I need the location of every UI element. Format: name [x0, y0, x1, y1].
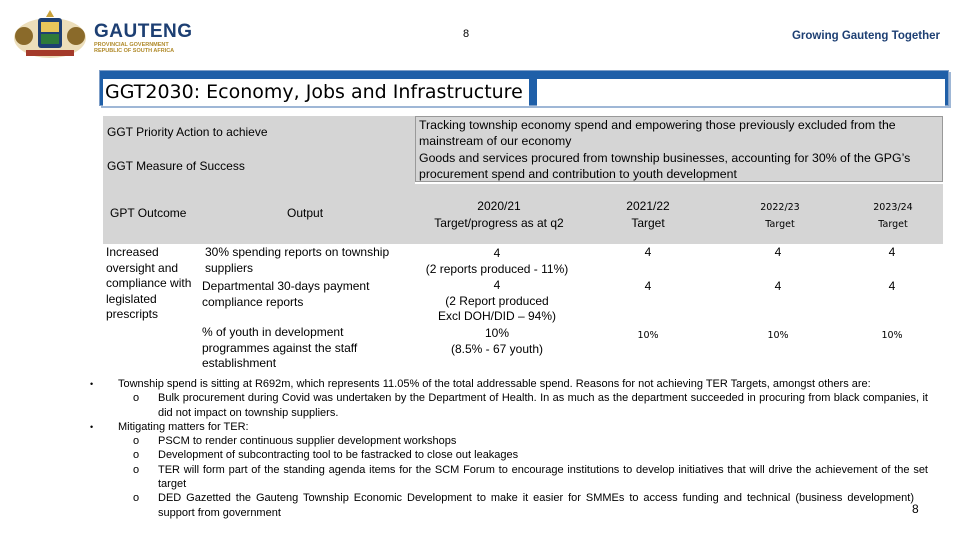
- row3-output: % of youth in development programmes against the staff establishment: [202, 325, 358, 370]
- row1-2020-21: [414, 245, 580, 277]
- row3-2020-21: [414, 325, 580, 357]
- col-header-output: Output: [287, 206, 324, 220]
- row3-2020-21-value: 10%: [484, 326, 510, 340]
- col-header-2020-21: [418, 198, 580, 232]
- row1-2021-22: 4: [644, 245, 652, 259]
- page-title: GGT2030: Economy, Jobs and Infrastructure: [105, 81, 523, 103]
- row2-2020-21-note1: (2 Report produced: [445, 293, 549, 308]
- row2-2021-22: 4: [644, 279, 652, 293]
- row1-2023-24: 4: [888, 245, 896, 259]
- col-header-2020-21-sub: Target/progress as at q2: [434, 216, 564, 230]
- sub-bullet-marker: o: [133, 392, 140, 405]
- bullet-township-spend-text: Township spend is sitting at R692m, which represents 11.05% of the total addressable spend. Reasons for not achieving TER Targets, amongst others are:: [118, 378, 871, 390]
- row1-2020-21-value: 4: [493, 246, 501, 260]
- sub-bullet-marker: o: [133, 435, 140, 448]
- sub-bullet-ded: [88, 491, 928, 520]
- col-header-2020-21-year: 2020/21: [477, 199, 521, 213]
- row2-2020-21-value: 4: [493, 278, 501, 292]
- row2-2022-23: 4: [774, 279, 782, 293]
- sub-bullet-subcontracting: [88, 448, 928, 462]
- page-number-bottom: 8: [912, 502, 919, 516]
- bullet-township-spend: [88, 377, 928, 391]
- sub-bullet-covid: [88, 391, 928, 420]
- row2-2020-21-note2: Excl DOH/DID – 94%): [437, 309, 557, 323]
- sub-bullet-pscm-text: PSCM to render continuous supplier development workshops: [158, 435, 457, 448]
- title-bar: [99, 70, 949, 106]
- row3-2022-23: 10%: [767, 330, 789, 341]
- brand-subtitle: [94, 42, 174, 54]
- col-header-2022-23-year: 2022/23: [760, 202, 800, 213]
- col-header-2023-24-sub: Target: [878, 219, 908, 230]
- sub-bullet-marker: o: [133, 449, 140, 462]
- bullet-marker: •: [90, 379, 94, 389]
- sub-bullet-ter-forum: [88, 463, 928, 492]
- sub-bullet-marker: o: [133, 463, 140, 476]
- sub-bullet-ter-forum-text: TER will form part of the standing agenda items for the SCM Forum to encourage institutions to develop initiatives that will drive the achievement of the set target: [158, 463, 928, 491]
- page-number-top: 8: [463, 28, 470, 40]
- outcome-text: Increased oversight and compliance with legislated prescripts: [106, 245, 192, 321]
- row3-2020-21-note: (8.5% - 67 youth): [450, 342, 544, 356]
- col-header-2023-24: [843, 199, 943, 233]
- measure-label: GGT Measure of Success: [107, 159, 245, 173]
- bullet-marker: •: [90, 421, 94, 432]
- row2-2020-21: [414, 278, 580, 325]
- sub-bullet-ded-text: DED Gazetted the Gauteng Township Economic Development to make it easier for SMMEs to access funding and technical (business development) support from government: [158, 492, 914, 519]
- col-header-2021-22-year: 2021/22: [626, 199, 670, 213]
- col-header-2023-24-year: 2023/24: [873, 202, 913, 213]
- row3-2021-22: 10%: [637, 330, 659, 341]
- priority-label: GGT Priority Action to achieve: [107, 125, 268, 139]
- title-box: [103, 79, 529, 106]
- sub-bullet-subcontracting-text: Development of subcontracting tool to be fastracked to close out leakages: [158, 449, 519, 462]
- title-bar-blank: [537, 79, 945, 106]
- sub-bullet-covid-text: Bulk procurement during Covid was undertaken by the Department of Health. In as much as the department succeeded in procuring from black companies, it did not impact on township suppliers.: [158, 392, 928, 419]
- bullet-mitigating-text: Mitigating matters for TER:: [118, 420, 249, 433]
- tagline: Growing Gauteng Together: [791, 30, 940, 42]
- col-header-2022-23-sub: Target: [765, 219, 795, 230]
- brand-name: GAUTENG: [94, 21, 193, 42]
- sub-bullet-pscm: [88, 434, 928, 448]
- brand-subtitle-line1: PROVINCIAL GOVERNMENT: [94, 42, 169, 48]
- measure-value: Goods and services procured from township businesses, accounting for 30% of the GPG’s procurement spend and contribution to youth development: [419, 151, 911, 181]
- row2-output: Departmental 30-days payment compliance reports: [202, 279, 370, 309]
- row1-2022-23: 4: [774, 245, 782, 259]
- col-header-outcome: GPT Outcome: [110, 206, 187, 220]
- brand-subtitle-line2: REPUBLIC OF SOUTH AFRICA: [94, 48, 175, 54]
- col-header-2021-22: [598, 198, 698, 232]
- row2-2023-24: 4: [888, 279, 896, 293]
- col-header-2021-22-sub: Target: [631, 216, 665, 230]
- coat-of-arms-icon: [10, 8, 90, 60]
- gauteng-logo: [10, 8, 193, 60]
- notes-section: [88, 377, 928, 520]
- priority-value: Tracking township economy spend and empowering those previously excluded from the mainstream of our economy: [419, 118, 896, 148]
- row1-output: 30% spending reports on township suppliers: [205, 245, 390, 275]
- col-header-2022-23: [730, 199, 830, 233]
- row3-2023-24: 10%: [881, 330, 903, 341]
- bullet-mitigating: [88, 420, 928, 434]
- row1-2020-21-note: (2 reports produced - 11%): [425, 262, 569, 276]
- sub-bullet-marker: o: [133, 492, 140, 505]
